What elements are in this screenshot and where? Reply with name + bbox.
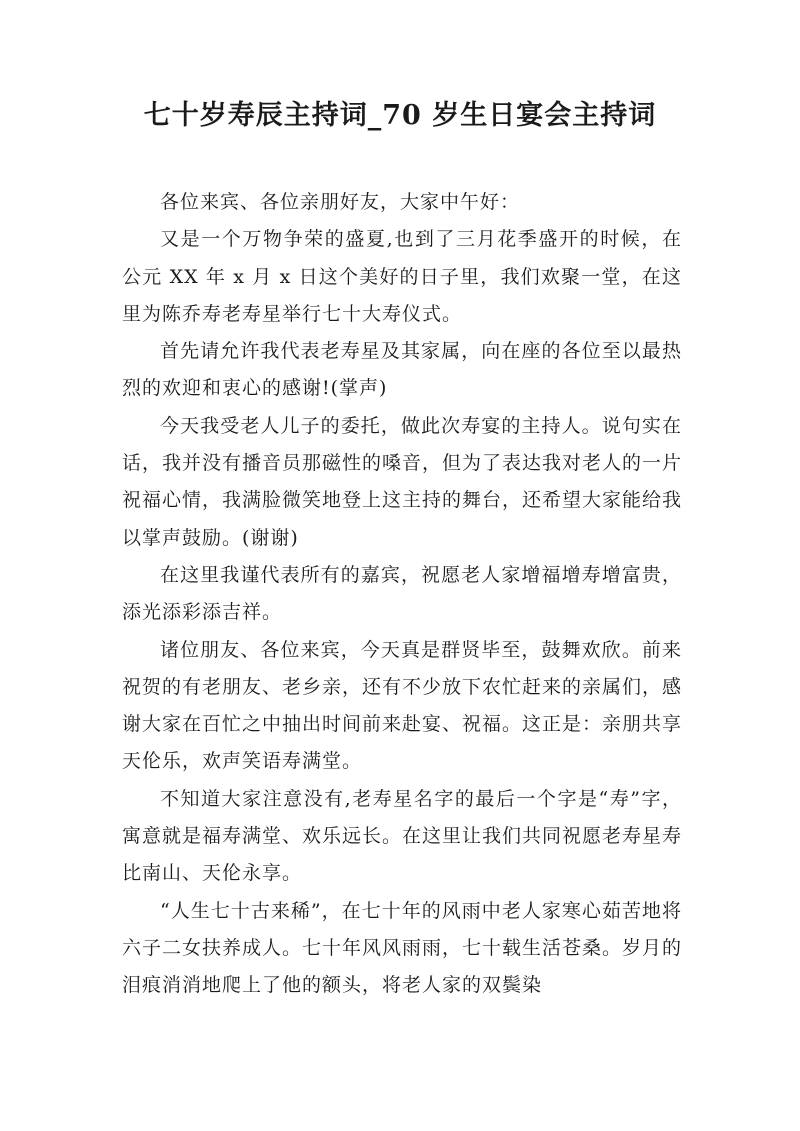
paragraph-name-meaning: 不知道大家注意没有,老寿星名字的最后一个字是“寿”字，寓意就是福寿满堂、欢乐远长。在这里让我们共同祝愿老寿星寿比南山、天伦永享。 bbox=[122, 787, 683, 885]
document-body bbox=[122, 184, 682, 1005]
paragraph-guests: 诸位朋友、各位来宾，今天真是群贤毕至，鼓舞欢欣。前来祝贺的有老朋友、老乡亲，还有不少放下农忙赶来的亲属们，感谢大家在百忙之中抽出时间前来赴宴、祝福。这正是：亲朋共享天伦乐，欢声笑语寿满堂。 bbox=[122, 638, 683, 773]
paragraph-greeting: 各位来宾、各位亲朋好友，大家中午好： bbox=[160, 191, 521, 213]
document-title: 七十岁寿辰主持词_70 岁生日宴会主持词 bbox=[143, 100, 657, 131]
paragraph-welcome: 首先请允许我代表老寿星及其家属，向在座的各位至以最热烈的欢迎和衷心的感谢!(掌声) bbox=[122, 340, 682, 400]
paragraph-blessing: 在这里我谨代表所有的嘉宾，祝愿老人家增福增寿增富贵，添光添彩添吉祥。 bbox=[122, 563, 682, 624]
paragraph-host-intro: 今天我受老人儿子的委托，做此次寿宴的主持人。说句实在话，我并没有播音员那磁性的嗓音，但为了表达我对老人的一片祝福心情，我满脸微笑地登上这主持的舞台，还希望大家能给我以掌声鼓励。(谢谢) bbox=[122, 414, 683, 549]
paragraph-life-story: “人生七十古来稀”，在七十年的风雨中老人家寒心茹苦地将六子二女扶养成人。七十年风风雨雨，七十载生活苍桑。岁月的泪痕消消地爬上了他的额头，将老人家的双鬓染 bbox=[122, 899, 683, 997]
paragraph-opening: 又是一个万物争荣的盛夏,也到了三月花季盛开的时候，在公元 XX 年 x 月 x 日这个美好的日子里，我们欢聚一堂，在这里为陈乔寿老寿星举行七十大寿仪式。 bbox=[122, 228, 682, 325]
